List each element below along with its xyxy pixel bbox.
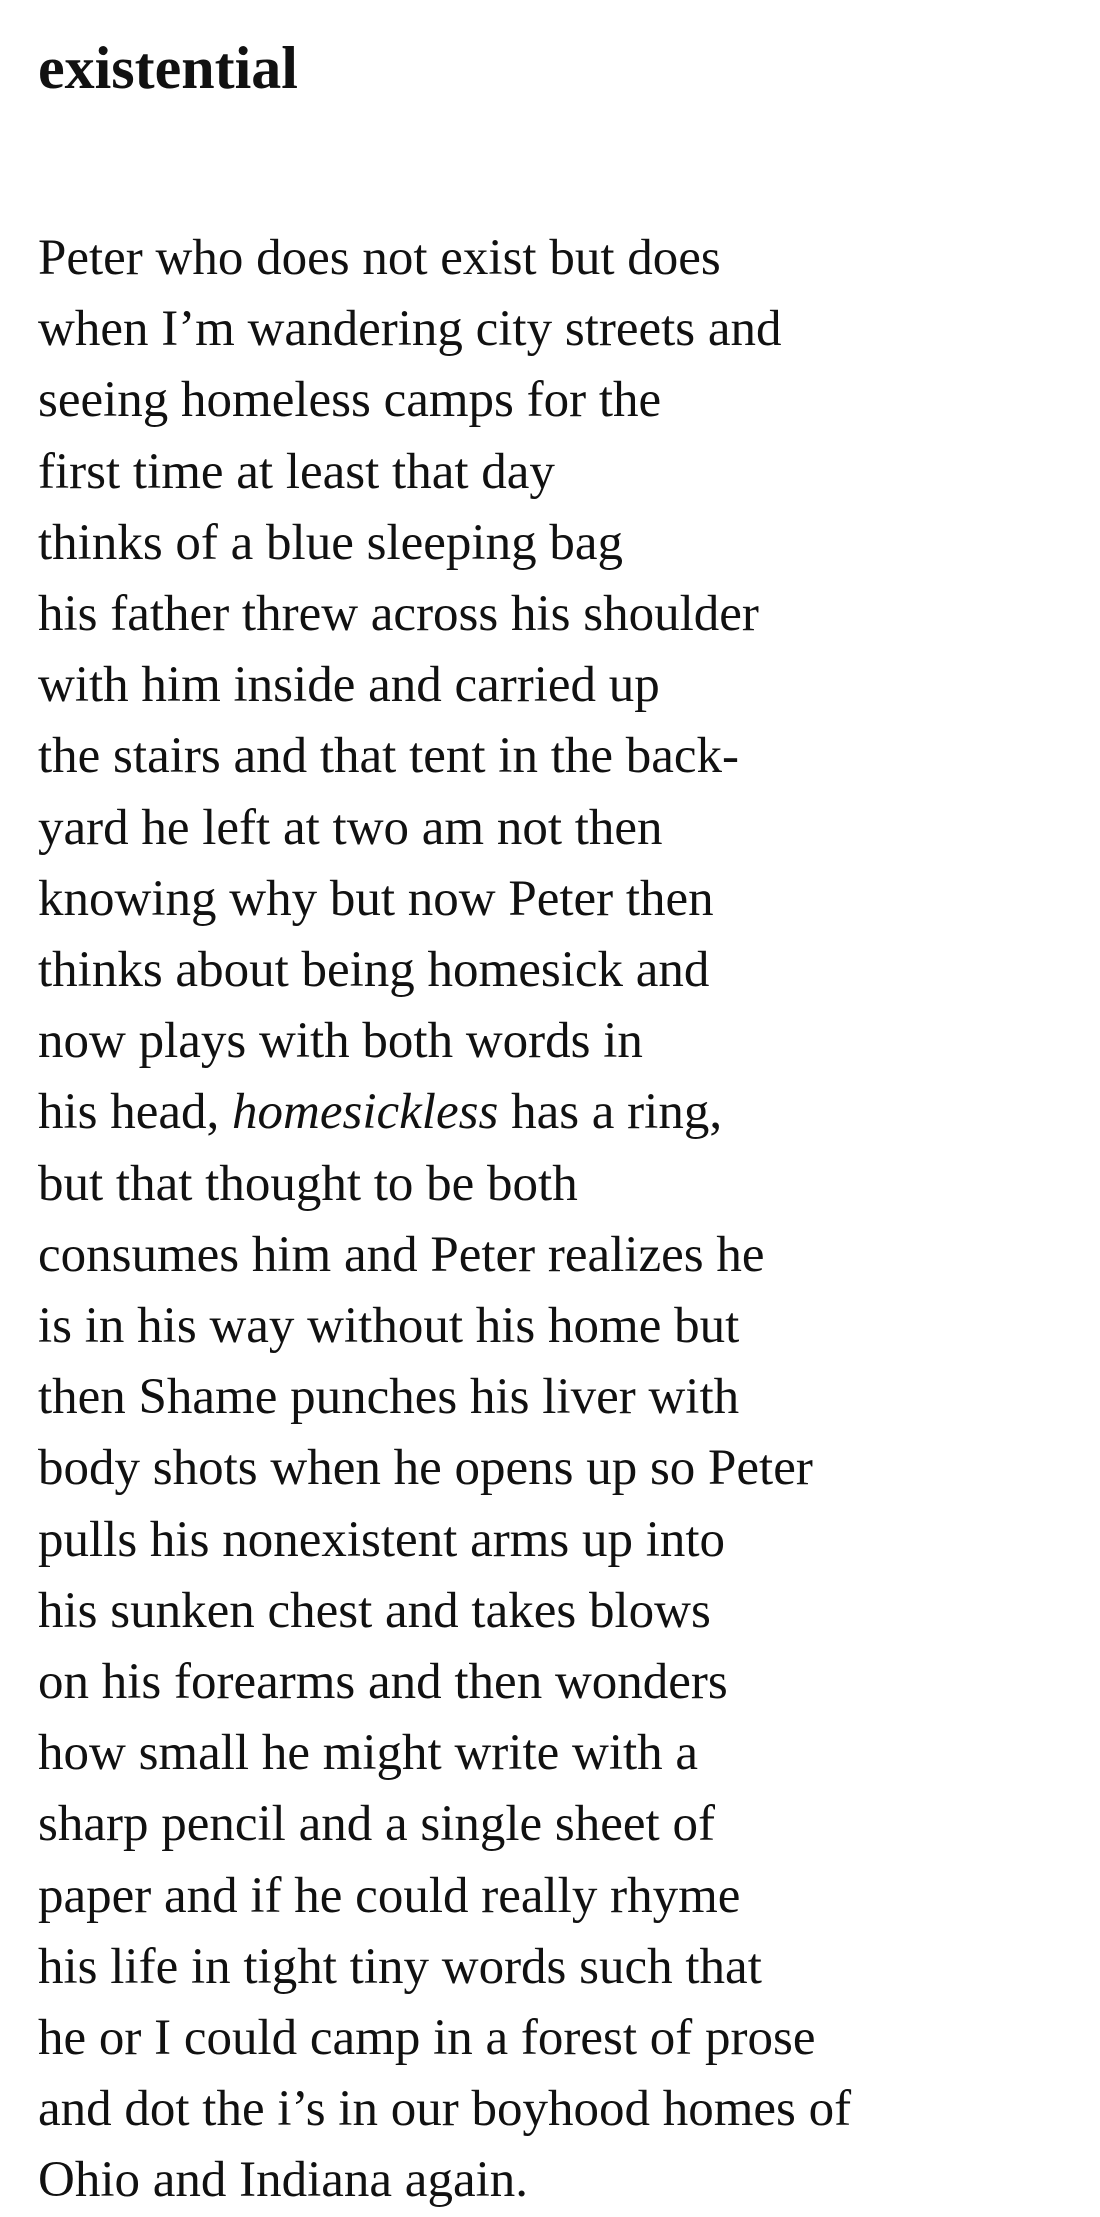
poem-line: his life in tight tiny words such that: [38, 1938, 762, 1995]
poem-line: Peter who does not exist but does: [38, 230, 721, 286]
poem-line: yard he left at two am not then: [38, 799, 663, 856]
poem-line-text: has a ring,: [498, 1084, 723, 1141]
poem-line: but that thought to be both: [38, 1155, 578, 1212]
poem-title: existential: [38, 35, 298, 101]
poem-line: body shots when he opens up so Peter: [38, 1440, 813, 1497]
poem-line: seeing homeless camps for the: [38, 372, 662, 429]
poem-line: he or I could camp in a forest of prose: [38, 2010, 816, 2067]
poem-line: now plays with both words in: [38, 1013, 643, 1070]
poem-line: first time at least that day: [38, 443, 555, 500]
poem-line: pulls his nonexistent arms up into: [38, 1511, 726, 1568]
poem-line: then Shame punches his liver with: [38, 1369, 740, 1426]
poem-line: thinks of a blue sleeping bag: [38, 514, 623, 571]
poem-line-text: his head,: [38, 1084, 233, 1141]
poem-line: with him inside and carried up: [38, 657, 660, 714]
poem-line: on his forearms and then wonders: [38, 1654, 728, 1711]
poem-line: his father threw across his shoulder: [38, 586, 759, 643]
poem-line: when I’m wandering city streets and: [38, 301, 782, 358]
poem-line: and dot the i’s in our boyhood homes of: [38, 2081, 852, 2138]
poem-line: is in his way without his home but: [38, 1298, 740, 1355]
poem-line: thinks about being homesick and: [38, 942, 710, 999]
poem-line: paper and if he could really rhyme: [38, 1867, 741, 1924]
poem-line: how small he might write with a: [38, 1725, 699, 1782]
italic-word: homesickless: [232, 1084, 499, 1141]
poem-page: [38, 28, 1062, 2217]
poem-line: sharp pencil and a single sheet of: [38, 1796, 715, 1853]
poem-line: the stairs and that tent in the back-: [38, 728, 740, 785]
poem-line: Ohio and Indiana again.: [38, 2152, 529, 2209]
poem-line-with-italic: [38, 1077, 1062, 1148]
poem-line: consumes him and Peter realizes he: [38, 1226, 765, 1283]
poem-line: his sunken chest and takes blows: [38, 1582, 711, 1639]
poem-body: [38, 223, 1062, 2217]
poem-line: knowing why but now Peter then: [38, 870, 714, 927]
